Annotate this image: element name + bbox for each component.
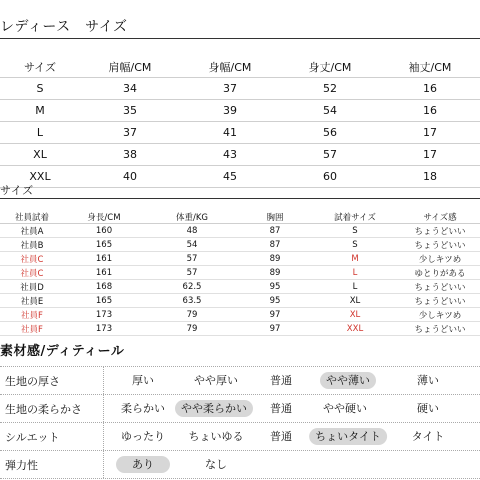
size-table-row — [0, 78, 480, 100]
material-option: 厚い — [132, 374, 154, 387]
staff-cell: 少しキツめ — [400, 308, 480, 322]
size-cell: 57 — [280, 144, 380, 166]
size-header-cell: 身丈/CM — [280, 56, 380, 78]
material-option: 柔らかい — [121, 402, 165, 415]
staff-cell: ちょうどいい — [400, 322, 480, 336]
staff-size-cell: S — [310, 224, 400, 238]
row-divider — [103, 395, 104, 422]
row-divider — [103, 423, 104, 450]
material-option: やや硬い — [323, 402, 367, 415]
staff-cell: 173 — [64, 308, 144, 322]
size-cell: 60 — [280, 166, 380, 188]
size-table-header — [0, 56, 480, 78]
size-cell: 54 — [280, 100, 380, 122]
size-cell: XL — [0, 144, 80, 166]
row-divider — [103, 367, 104, 394]
size-cell: 17 — [380, 122, 480, 144]
size-table-row — [0, 122, 480, 144]
staff-name-cell: 社員C — [0, 266, 64, 280]
staff-cell: ゆとりがある — [400, 266, 480, 280]
size-cell: 37 — [80, 122, 180, 144]
material-row-label: 弾力性 — [5, 459, 38, 472]
staff-size-cell: M — [310, 252, 400, 266]
staff-cell: 62.5 — [144, 280, 240, 294]
material-option-selected: ちょいタイト — [309, 428, 387, 445]
size-header-cell: 身幅/CM — [180, 56, 280, 78]
material-option: 普通 — [270, 430, 292, 443]
staff-cell: 54 — [144, 238, 240, 252]
staff-cell: 48 — [144, 224, 240, 238]
material-option: ちょいゆる — [188, 430, 244, 443]
material-option: なし — [205, 458, 227, 471]
size-section-title: レディース サイズ — [0, 19, 128, 35]
staff-header-cell: サイズ感 — [400, 210, 480, 224]
size-cell: 18 — [380, 166, 480, 188]
staff-cell: 161 — [64, 266, 144, 280]
staff-cell: 165 — [64, 238, 144, 252]
size-table-row — [0, 100, 480, 122]
size-cell: XXL — [0, 166, 80, 188]
staff-cell: 87 — [240, 224, 310, 238]
staff-cell: ちょうどいい — [400, 224, 480, 238]
staff-cell: ちょうどいい — [400, 280, 480, 294]
staff-size-cell: XL — [310, 308, 400, 322]
staff-cell: 95 — [240, 294, 310, 308]
size-table — [0, 56, 480, 188]
staff-cell: 165 — [64, 294, 144, 308]
staff-cell: 87 — [240, 238, 310, 252]
material-option: 普通 — [270, 402, 292, 415]
size-cell: 45 — [180, 166, 280, 188]
material-option-selected: やや薄い — [320, 372, 376, 389]
staff-table-row — [0, 322, 480, 336]
material-option-selected: あり — [116, 456, 170, 473]
staff-cell: 95 — [240, 280, 310, 294]
staff-cell: 160 — [64, 224, 144, 238]
staff-cell: ちょうどいい — [400, 294, 480, 308]
material-option: ゆったり — [121, 430, 165, 443]
staff-cell: 173 — [64, 322, 144, 336]
staff-table-row — [0, 252, 480, 266]
staff-header-cell: 体重/KG — [144, 210, 240, 224]
staff-header-cell: 胸囲 — [240, 210, 310, 224]
staff-name-cell: 社員C — [0, 252, 64, 266]
staff-header-cell: 社員試着 — [0, 210, 64, 224]
staff-table-row — [0, 308, 480, 322]
size-cell: 52 — [280, 78, 380, 100]
size-cell: 34 — [80, 78, 180, 100]
size-cell: 17 — [380, 144, 480, 166]
material-row — [0, 366, 480, 395]
staff-cell: 79 — [144, 308, 240, 322]
size-cell: 40 — [80, 166, 180, 188]
staff-table-row — [0, 224, 480, 238]
material-option: やや厚い — [194, 374, 238, 387]
staff-cell: 79 — [144, 322, 240, 336]
staff-section-rule — [0, 198, 480, 199]
material-table — [0, 366, 480, 479]
staff-name-cell: 社員D — [0, 280, 64, 294]
staff-header-cell: 試着サイズ — [310, 210, 400, 224]
size-section-rule — [0, 38, 480, 39]
staff-cell: 89 — [240, 252, 310, 266]
staff-cell: 97 — [240, 308, 310, 322]
material-row — [0, 423, 480, 451]
staff-cell: 97 — [240, 322, 310, 336]
material-row-label: シルエット — [5, 431, 60, 444]
size-cell: 16 — [380, 100, 480, 122]
staff-size-cell: S — [310, 238, 400, 252]
material-option: 薄い — [417, 374, 439, 387]
staff-table-row — [0, 238, 480, 252]
size-cell: 38 — [80, 144, 180, 166]
material-option: 普通 — [270, 374, 292, 387]
size-cell: 39 — [180, 100, 280, 122]
staff-table-header — [0, 210, 480, 224]
staff-table-row — [0, 266, 480, 280]
size-cell: 16 — [380, 78, 480, 100]
size-cell: 37 — [180, 78, 280, 100]
size-table-row — [0, 166, 480, 188]
material-row — [0, 395, 480, 423]
staff-cell: 161 — [64, 252, 144, 266]
staff-cell: 57 — [144, 266, 240, 280]
size-cell: 41 — [180, 122, 280, 144]
material-option: タイト — [411, 430, 445, 443]
size-header-cell: 袖丈/CM — [380, 56, 480, 78]
staff-table-row — [0, 280, 480, 294]
material-row — [0, 451, 480, 479]
size-cell: 43 — [180, 144, 280, 166]
size-cell: S — [0, 78, 80, 100]
staff-section-title: サイズ — [0, 184, 34, 197]
staff-table-row — [0, 294, 480, 308]
staff-name-cell: 社員F — [0, 308, 64, 322]
staff-cell: 168 — [64, 280, 144, 294]
size-header-cell: サイズ — [0, 56, 80, 78]
size-cell: 56 — [280, 122, 380, 144]
staff-size-cell: L — [310, 280, 400, 294]
staff-fitting-table — [0, 210, 480, 336]
staff-header-cell: 身長/CM — [64, 210, 144, 224]
size-cell: M — [0, 100, 80, 122]
staff-size-cell: XL — [310, 294, 400, 308]
staff-cell: 63.5 — [144, 294, 240, 308]
staff-cell: 89 — [240, 266, 310, 280]
material-option-selected: やや柔らかい — [175, 400, 253, 417]
staff-cell: ちょうどいい — [400, 238, 480, 252]
size-header-cell: 肩幅/CM — [80, 56, 180, 78]
row-divider — [103, 451, 104, 478]
size-table-row — [0, 144, 480, 166]
staff-name-cell: 社員E — [0, 294, 64, 308]
size-cell: 35 — [80, 100, 180, 122]
material-row-label: 生地の柔らかさ — [5, 403, 82, 416]
material-row-label: 生地の厚さ — [5, 375, 60, 388]
staff-size-cell: L — [310, 266, 400, 280]
staff-cell: 少しキツめ — [400, 252, 480, 266]
material-option: 硬い — [417, 402, 439, 415]
material-section-title: 素材感/ディティール — [0, 344, 125, 359]
staff-name-cell: 社員F — [0, 322, 64, 336]
size-cell: L — [0, 122, 80, 144]
staff-name-cell: 社員A — [0, 224, 64, 238]
staff-name-cell: 社員B — [0, 238, 64, 252]
staff-cell: 57 — [144, 252, 240, 266]
staff-size-cell: XXL — [310, 322, 400, 336]
